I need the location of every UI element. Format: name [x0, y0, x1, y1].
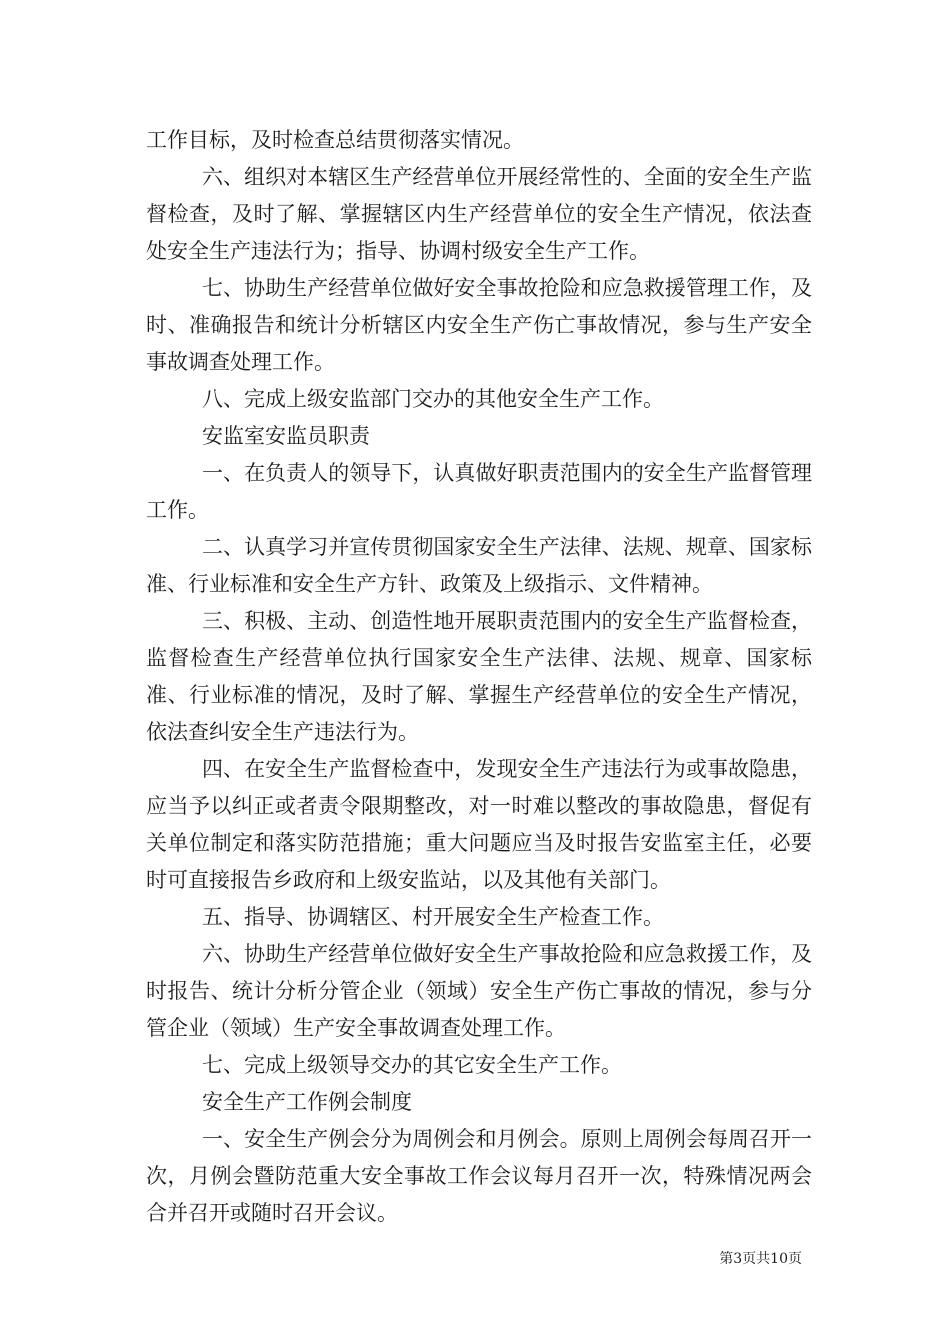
page-number-footer: 第3页共10页: [719, 1251, 802, 1267]
paragraph: 五、指导、协调辖区、村开展安全生产检查工作。: [202, 905, 664, 929]
paragraph-continuation: 工作目标，及时检查总结贯彻落实情况。: [146, 128, 524, 152]
paragraph: 七、协助生产经营单位做好安全事故抢险和应急救援管理工作，及时、准确报告和统计分析辖区内安全生产伤亡事故情况，参与生产安全事故调查处理工作。: [146, 276, 812, 374]
section-heading: 安全生产工作例会制度: [202, 1090, 412, 1114]
section-heading: 安监室安监员职责: [202, 424, 370, 448]
paragraph: 一、安全生产例会分为周例会和月例会。原则上周例会每周召开一次，月例会暨防范重大安全事故工作会议每月召开一次，特殊情况两会合并召开或随时召开会议。: [146, 1127, 812, 1225]
paragraph: 二、认真学习并宣传贯彻国家安全生产法律、法规、规章、国家标准、行业标准和安全生产方针、政策及上级指示、文件精神。: [146, 535, 812, 596]
paragraph: 一、在负责人的领导下，认真做好职责范围内的安全生产监督管理工作。: [146, 461, 812, 522]
paragraph: 三、积极、主动、创造性地开展职责范围内的安全生产监督检查，监督检查生产经营单位执行国家安全生产法律、法规、规章、国家标准、行业标准的情况，及时了解、掌握生产经营单位的安全生产情况，依法查纠安全生产违法行为。: [146, 609, 812, 744]
paragraph: 六、组织对本辖区生产经营单位开展经常性的、全面的安全生产监督检查，及时了解、掌握辖区内生产经营单位的安全生产情况，依法查处安全生产违法行为；指导、协调村级安全生产工作。: [146, 165, 812, 263]
paragraph: 六、协助生产经营单位做好安全生产事故抢险和应急救援工作，及时报告、统计分析分管企业（领域）安全生产伤亡事故的情况，参与分管企业（领域）生产安全事故调查处理工作。: [146, 942, 812, 1040]
paragraph: 七、完成上级领导交办的其它安全生产工作。: [202, 1053, 622, 1077]
paragraph: 八、完成上级安监部门交办的其他安全生产工作。: [202, 387, 664, 411]
paragraph: 四、在安全生产监督检查中，发现安全生产违法行为或事故隐患，应当予以纠正或者责令限期整改，对一时难以整改的事故隐患，督促有关单位制定和落实防范措施；重大问题应当及时报告安监室主任，必要时可直接报告乡政府和上级安监站，以及其他有关部门。: [146, 757, 812, 892]
document-body: [146, 122, 812, 1232]
